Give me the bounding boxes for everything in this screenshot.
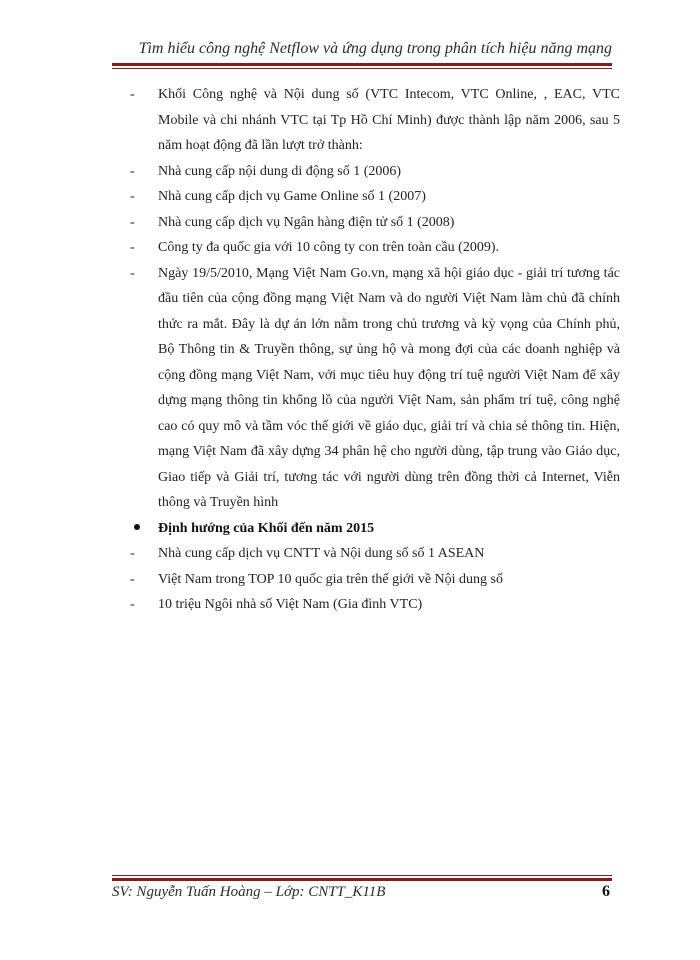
dash-marker: - — [130, 597, 135, 612]
dash-marker: - — [130, 571, 135, 587]
list-item-text: 10 triệu Ngôi nhà số Việt Nam (Gia đình VTC) — [158, 597, 423, 612]
list-item — [130, 567, 620, 593]
footer-author: SV: Nguyễn Tuấn Hoàng – Lớp: CNTT_K11B — [112, 884, 386, 900]
list-item — [130, 210, 620, 236]
header-rule-thick — [112, 63, 612, 66]
dash-marker: - — [130, 265, 135, 281]
dash-marker: - — [130, 87, 135, 102]
list-item-text: Nhà cung cấp dịch vụ Game Online số 1 (2007) — [158, 189, 426, 204]
dash-marker: - — [130, 240, 135, 255]
dash-marker: - — [130, 546, 135, 561]
dash-marker: - — [130, 163, 135, 179]
page-body — [130, 82, 620, 618]
list-item-text: Công ty đa quốc gia với 10 công ty con trên toàn cầu (2009). — [158, 240, 499, 255]
list-item — [130, 184, 620, 210]
bullet-icon — [130, 516, 158, 542]
list-item — [130, 82, 620, 159]
list-item-text: Nhà cung cấp nội dung di động số 1 (2006) — [158, 163, 402, 179]
list-item-text: Ngày 19/5/2010, Mạng Việt Nam Go.vn, mạng xã hội giáo dục - giải trí tương tác đầu tiên của cộng đồng mạng Việt Nam và do người Việt Nam làm chủ đã chính thức ra mắt. Đây là dự án lớn nằm trong chủ trương và kỳ vọng của Chính phủ, Bộ Thông tin & Truyền thông, sự ủng hộ và mong đợi của các doanh nghiệp và cộng đồng mạng Việt Nam, với mục tiêu huy động trí tuệ người Việt Nam để xây dựng mạng thông tin khổng lồ của người Việt Nam, sản phẩm trí tuệ, công nghệ cao có quy mô và tầm vóc thế giới về giáo dục, giải trí và chia sẻ thông tin. Hiện, mạng Việt Nam đã xây dựng 34 phân hệ cho người dùng, tập trung vào Giáo dục, Giao tiếp và Giải trí, tương tác với người dùng trên đồng thời cả Internet, Viễn thông và Truyền hình — [158, 265, 620, 510]
dash-marker: - — [130, 189, 135, 204]
list-item — [130, 541, 620, 567]
dash-marker: - — [130, 214, 135, 230]
header-rule-thin — [112, 68, 612, 69]
list-item-text: Việt Nam trong TOP 10 quốc gia trên thế giới về Nội dung số — [158, 571, 503, 587]
section-heading: Định hướng của Khối đến năm 2015 — [158, 520, 375, 536]
header-title: Tìm hiểu công nghệ Netflow và ứng dụng trong phân tích hiệu năng mạng — [138, 40, 612, 57]
footer-rule-thick — [112, 878, 612, 881]
list-item — [130, 592, 620, 618]
footer-rule-thin — [112, 875, 612, 876]
list-item-text: Khối Công nghệ và Nội dung số (VTC Intecom, VTC Online, , EAC, VTC Mobile và chi nhánh VTC tại Tp Hồ Chí Minh) được thành lập năm 2006, sau 5 năm hoạt động đã lần lượt trở thành: — [158, 87, 620, 153]
list-item-text: Nhà cung cấp dịch vụ Ngân hàng điện tử số 1 (2008) — [158, 214, 455, 230]
list-item — [130, 235, 620, 261]
page-number: 6 — [602, 883, 610, 900]
list-item-text: Nhà cung cấp dịch vụ CNTT và Nội dung số số 1 ASEAN — [158, 546, 485, 561]
list-item — [130, 159, 620, 185]
section-heading-row — [130, 516, 620, 542]
list-item — [130, 261, 620, 516]
